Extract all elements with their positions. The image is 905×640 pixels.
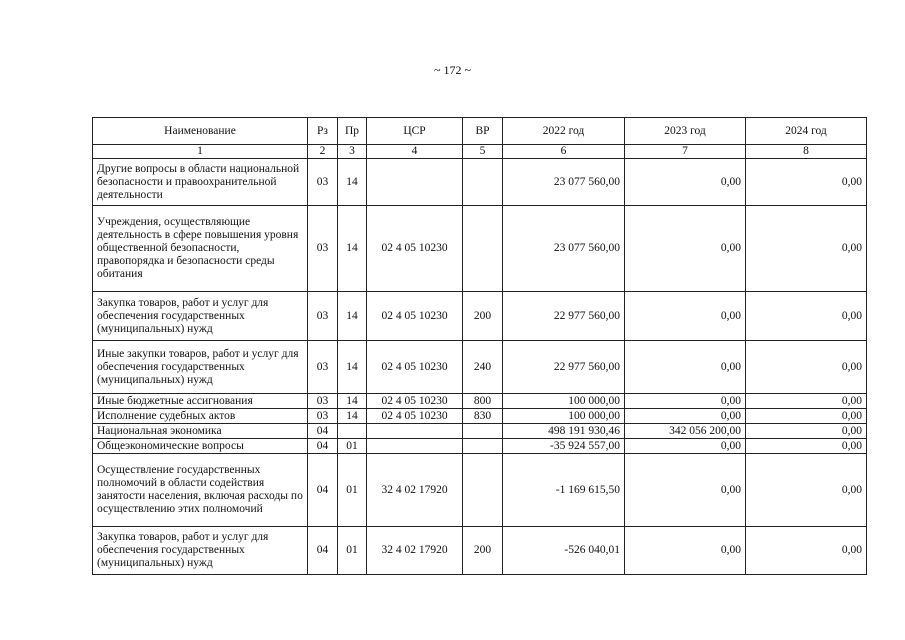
table-row [93, 424, 867, 439]
cell-2024: 0,00 [746, 206, 867, 292]
cell-2022: 100 000,00 [503, 409, 625, 424]
cell-vr: 800 [463, 394, 503, 409]
header-2024: 2024 год [746, 118, 867, 145]
cell-2022: 22 977 560,00 [503, 341, 625, 394]
cell-rz: 03 [308, 206, 338, 292]
cell-2023: 0,00 [625, 454, 746, 527]
cell-pr: 01 [338, 439, 367, 454]
cell-name: Общеэкономические вопросы [93, 439, 308, 454]
cell-vr: 240 [463, 341, 503, 394]
cell-2023: 0,00 [625, 159, 746, 206]
cell-name: Иные закупки товаров, работ и услуг для обеспечения государственных (муниципальных) нужд [93, 341, 308, 394]
cell-rz: 03 [308, 292, 338, 341]
cell-rz: 03 [308, 394, 338, 409]
cell-vr [463, 206, 503, 292]
cell-rz: 04 [308, 439, 338, 454]
cell-rz: 04 [308, 454, 338, 527]
cell-vr: 200 [463, 527, 503, 575]
cell-pr: 14 [338, 409, 367, 424]
cell-pr: 01 [338, 527, 367, 575]
header-row [93, 118, 867, 145]
column-number: 8 [746, 145, 867, 159]
cell-name: Другие вопросы в области национальной безопасности и правоохранительной деятельности [93, 159, 308, 206]
cell-2024: 0,00 [746, 424, 867, 439]
cell-rz: 04 [308, 527, 338, 575]
budget-table [92, 117, 867, 575]
column-number: 4 [367, 145, 463, 159]
cell-name: Осуществление государственных полномочий в области содействия занятости населения, включая расходы по осуществлению этих полномочий [93, 454, 308, 527]
cell-2022: 100 000,00 [503, 394, 625, 409]
column-number: 2 [308, 145, 338, 159]
header-name: Наименование [93, 118, 308, 145]
table-row [93, 206, 867, 292]
table-row [93, 439, 867, 454]
table-row [93, 394, 867, 409]
cell-2023: 0,00 [625, 206, 746, 292]
column-number-row [93, 145, 867, 159]
cell-vr [463, 439, 503, 454]
cell-pr: 14 [338, 292, 367, 341]
table-row [93, 341, 867, 394]
cell-name: Закупка товаров, работ и услуг для обеспечения государственных (муниципальных) нужд [93, 527, 308, 575]
cell-csr: 02 4 05 10230 [367, 409, 463, 424]
header-vr: ВР [463, 118, 503, 145]
cell-name: Национальная экономика [93, 424, 308, 439]
cell-vr: 830 [463, 409, 503, 424]
cell-2023: 0,00 [625, 341, 746, 394]
column-number: 1 [93, 145, 308, 159]
cell-rz: 03 [308, 159, 338, 206]
cell-csr [367, 439, 463, 454]
cell-name: Учреждения, осуществляющие деятельность в сфере повышения уровня общественной безопасности, правопорядка и безопасности среды обитания [93, 206, 308, 292]
cell-csr: 02 4 05 10230 [367, 341, 463, 394]
table-row [93, 292, 867, 341]
cell-2024: 0,00 [746, 527, 867, 575]
cell-2024: 0,00 [746, 454, 867, 527]
cell-rz: 03 [308, 409, 338, 424]
table-row [93, 454, 867, 527]
cell-2024: 0,00 [746, 439, 867, 454]
cell-2023: 0,00 [625, 292, 746, 341]
cell-2022: 22 977 560,00 [503, 292, 625, 341]
cell-pr [338, 424, 367, 439]
cell-vr [463, 159, 503, 206]
cell-2022: 498 191 930,46 [503, 424, 625, 439]
cell-csr [367, 159, 463, 206]
cell-name: Иные бюджетные ассигнования [93, 394, 308, 409]
cell-name: Закупка товаров, работ и услуг для обеспечения государственных (муниципальных) нужд [93, 292, 308, 341]
column-number: 5 [463, 145, 503, 159]
cell-2023: 0,00 [625, 409, 746, 424]
header-csr: ЦСР [367, 118, 463, 145]
cell-2022: -35 924 557,00 [503, 439, 625, 454]
cell-vr: 200 [463, 292, 503, 341]
cell-2023: 342 056 200,00 [625, 424, 746, 439]
cell-csr: 02 4 05 10230 [367, 206, 463, 292]
header-2023: 2023 год [625, 118, 746, 145]
cell-vr [463, 424, 503, 439]
cell-2024: 0,00 [746, 341, 867, 394]
column-number: 7 [625, 145, 746, 159]
cell-rz: 04 [308, 424, 338, 439]
cell-2022: -526 040,01 [503, 527, 625, 575]
header-rz: Рз [308, 118, 338, 145]
cell-pr: 14 [338, 206, 367, 292]
header-pr: Пр [338, 118, 367, 145]
cell-csr [367, 424, 463, 439]
cell-pr: 14 [338, 159, 367, 206]
cell-2022: 23 077 560,00 [503, 206, 625, 292]
page-number: ~ 172 ~ [434, 63, 471, 77]
cell-2022: 23 077 560,00 [503, 159, 625, 206]
cell-csr: 32 4 02 17920 [367, 454, 463, 527]
cell-2023: 0,00 [625, 527, 746, 575]
cell-pr: 01 [338, 454, 367, 527]
column-number: 3 [338, 145, 367, 159]
column-number: 6 [503, 145, 625, 159]
cell-name: Исполнение судебных актов [93, 409, 308, 424]
cell-csr: 02 4 05 10230 [367, 292, 463, 341]
table-row [93, 409, 867, 424]
cell-2024: 0,00 [746, 394, 867, 409]
cell-2023: 0,00 [625, 439, 746, 454]
cell-2024: 0,00 [746, 409, 867, 424]
cell-2022: -1 169 615,50 [503, 454, 625, 527]
cell-2024: 0,00 [746, 292, 867, 341]
cell-2023: 0,00 [625, 394, 746, 409]
cell-pr: 14 [338, 341, 367, 394]
cell-2024: 0,00 [746, 159, 867, 206]
cell-rz: 03 [308, 341, 338, 394]
cell-pr: 14 [338, 394, 367, 409]
table-row [93, 159, 867, 206]
table-row [93, 527, 867, 575]
cell-csr: 32 4 02 17920 [367, 527, 463, 575]
cell-csr: 02 4 05 10230 [367, 394, 463, 409]
header-2022: 2022 год [503, 118, 625, 145]
cell-vr [463, 454, 503, 527]
